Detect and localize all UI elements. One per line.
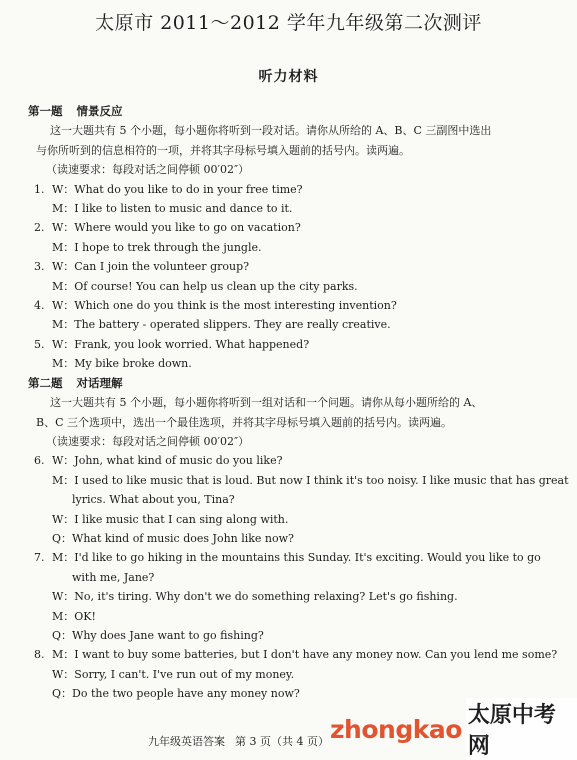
section1-intro-line1: 这一大题共有 5 个小题，每小题你将听到一段对话。请你从所给的 A、B、C 三副图中选出 — [50, 124, 492, 138]
question-line: Q：What kind of music does John like now? — [52, 531, 294, 545]
watermark-logo-text: zhongkao — [330, 714, 462, 744]
section2-intro-line2: B、C 三个选项中，选出一个最佳选项，并将其字母标号填入题前的括号内。读两遍。 — [36, 415, 452, 429]
section2-intro-line1: 这一大题共有 5 个小题，每小题你将听到一组对话和一个问题。请你从每小题所给的 A、 — [50, 396, 483, 410]
dialogue-line: W：I like music that I can sing along with. — [52, 512, 289, 526]
section2-name: 对话理解 — [76, 375, 123, 390]
dialogue-line: M：My bike broke down. — [52, 357, 192, 371]
dialogue-line: M：OK! — [52, 609, 96, 623]
question-line: Q：Do the two people have any money now? — [52, 687, 300, 701]
page-title: 太原市 2011～2012 学年九年级第二次测评 — [95, 12, 482, 34]
section1-requirement: （读速要求：每段对话之间停顿 00′02″） — [46, 163, 250, 177]
section1-heading — [28, 102, 558, 121]
dialogue-line: 8. M：I want to buy some batteries, but I don't have any money now. Can you lend me some? — [34, 648, 558, 662]
dialogue-line: 4. W：Which one do you think is the most interesting invention? — [34, 299, 397, 313]
dialogue-line: 7. M：I'd like to go hiking in the mountains this Sunday. It's exciting. Would you like to go — [34, 551, 541, 565]
footer-page-number: 第 3 页（共 4 页） — [235, 735, 329, 748]
dialogue-line: M：The battery - operated slippers. They are really creative. — [52, 318, 391, 332]
watermark-site-name: 太原中考网 — [466, 698, 577, 760]
footer-subject: 九年级英语答案 — [148, 735, 225, 748]
section2-heading — [28, 374, 558, 393]
dialogue-line: with me, Jane? — [72, 570, 155, 584]
page-subtitle: 听力材料 — [258, 69, 319, 85]
dialogue-line: 6. W：John, what kind of music do you like? — [34, 454, 283, 468]
dialogue-line: M：I hope to trek through the jungle. — [52, 240, 262, 254]
dialogue-line: lyrics. What about you, Tina? — [72, 493, 235, 507]
section1-intro-line2: 与你所听到的信息相符的一项，并将其字母标号填入题前的括号内。读两遍。 — [36, 143, 410, 157]
dialogue-line: 2. W：Where would you like to go on vacation? — [34, 221, 301, 235]
dialogue-line: 1. W：What do you like to do in your free time? — [34, 182, 303, 196]
dialogue-line: 5. W：Frank, you look worried. What happened? — [34, 337, 310, 351]
dialogue-line: 3. W：Can I join the volunteer group? — [34, 260, 250, 274]
dialogue-line: W：Sorry, I can't. I've run out of my money. — [52, 667, 295, 681]
dialogue-line: M：I like to listen to music and dance to it. — [52, 202, 293, 216]
section1-label: 第一题 — [28, 104, 63, 118]
site-watermark — [330, 703, 577, 759]
section1-name: 情景反应 — [76, 104, 123, 118]
document-body — [28, 102, 569, 704]
section2-requirement: （读速要求：每段对话之间停顿 00′02″） — [46, 434, 250, 448]
dialogue-line: M：I used to like music that is loud. But now I think it's too noisy. I like music that has great — [52, 473, 569, 487]
page-footer — [148, 733, 339, 749]
dialogue-line: M：Of course! You can help us clean up the city parks. — [52, 279, 358, 293]
question-line: Q：Why does Jane want to go fishing? — [52, 628, 264, 642]
section2-label: 第二题 — [28, 375, 63, 390]
dialogue-line: W：No, it's tiring. Why don't we do something relaxing? Let's go fishing. — [52, 590, 458, 604]
